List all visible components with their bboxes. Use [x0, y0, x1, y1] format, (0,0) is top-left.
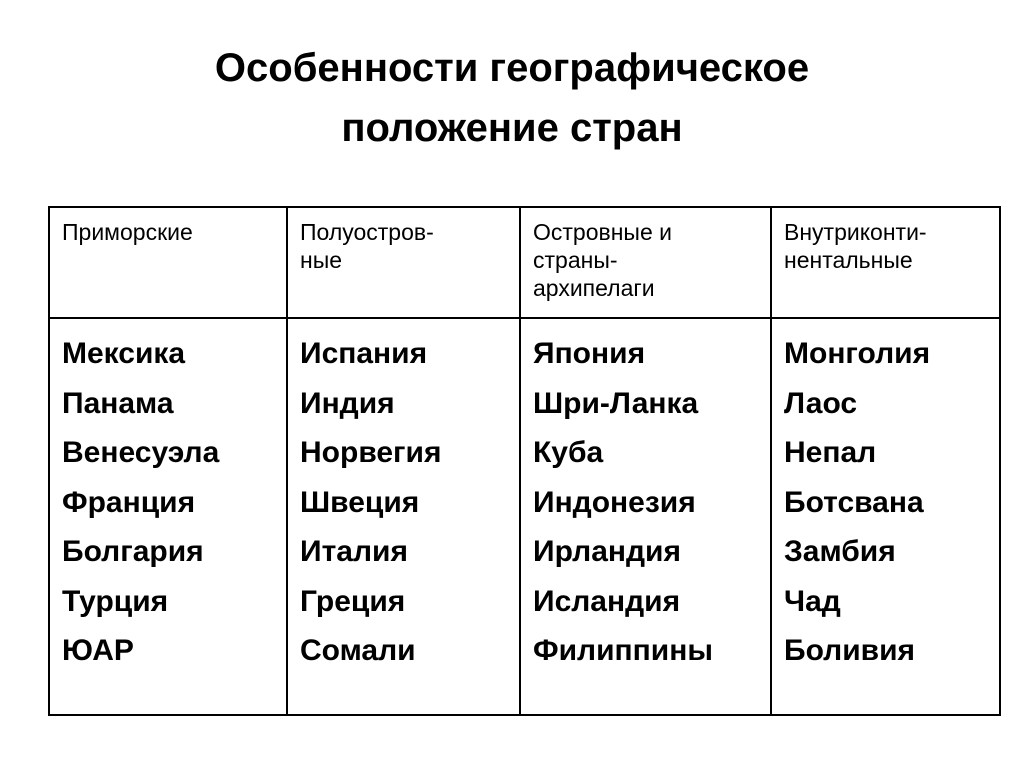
country-item: Непал: [784, 436, 877, 469]
country-item: Филиппины: [533, 634, 713, 667]
country-item: Мексика: [62, 337, 186, 370]
country-item: Боливия: [784, 634, 916, 667]
header-line: Полуостров-: [300, 219, 434, 245]
country-item: Норвегия: [300, 436, 442, 469]
header-line: Островные и: [533, 219, 672, 245]
country-item: Индия: [300, 386, 395, 420]
country-item: Шри-Ланка: [533, 386, 699, 420]
header-peninsular: [287, 207, 520, 318]
header-line: архипелаги: [533, 275, 655, 301]
header-line: нентальные: [784, 247, 913, 273]
column-peninsular: [287, 318, 520, 715]
column-landlocked: [771, 318, 1000, 715]
country-item: Сомали: [300, 634, 416, 667]
country-item: Франция: [62, 485, 196, 519]
country-item: ЮАР: [62, 634, 134, 667]
slide-title: [0, 38, 1024, 158]
country-item: Япония: [533, 337, 646, 370]
column-coastal: [49, 318, 287, 715]
slide-title-line-1: Особенности географическое: [214, 46, 810, 90]
country-item: Греция: [300, 584, 406, 618]
country-item: Индонезия: [533, 485, 696, 519]
header-line: Внутриконти-: [784, 219, 927, 245]
country-item: Ирландия: [533, 535, 681, 568]
header-coastal: [49, 207, 287, 318]
country-item: Лаос: [784, 386, 858, 420]
country-item: Монголия: [784, 337, 931, 370]
header-line: страны-: [533, 247, 618, 273]
country-item: Турция: [62, 584, 169, 618]
country-item: Швеция: [300, 485, 420, 519]
header-landlocked: [771, 207, 1000, 318]
country-item: Замбия: [784, 535, 896, 568]
country-item: Исландия: [533, 584, 681, 618]
slide-title-line-2: положение стран: [341, 106, 683, 150]
country-item: Чад: [784, 584, 841, 618]
header-line: ные: [300, 247, 343, 273]
column-island: [520, 318, 771, 715]
country-item: Панама: [62, 386, 174, 420]
countries-table: [48, 206, 1001, 716]
header-line: Приморские: [62, 219, 193, 245]
country-item: Испания: [300, 337, 428, 370]
country-item: Куба: [533, 436, 604, 469]
country-item: Болгария: [62, 535, 204, 568]
country-item: Венесуэла: [62, 436, 220, 469]
table-header-row: [49, 207, 1000, 318]
country-item: Ботсвана: [784, 485, 924, 519]
country-item: Италия: [300, 535, 408, 568]
table-body-row: [49, 318, 1000, 715]
header-island: [520, 207, 771, 318]
